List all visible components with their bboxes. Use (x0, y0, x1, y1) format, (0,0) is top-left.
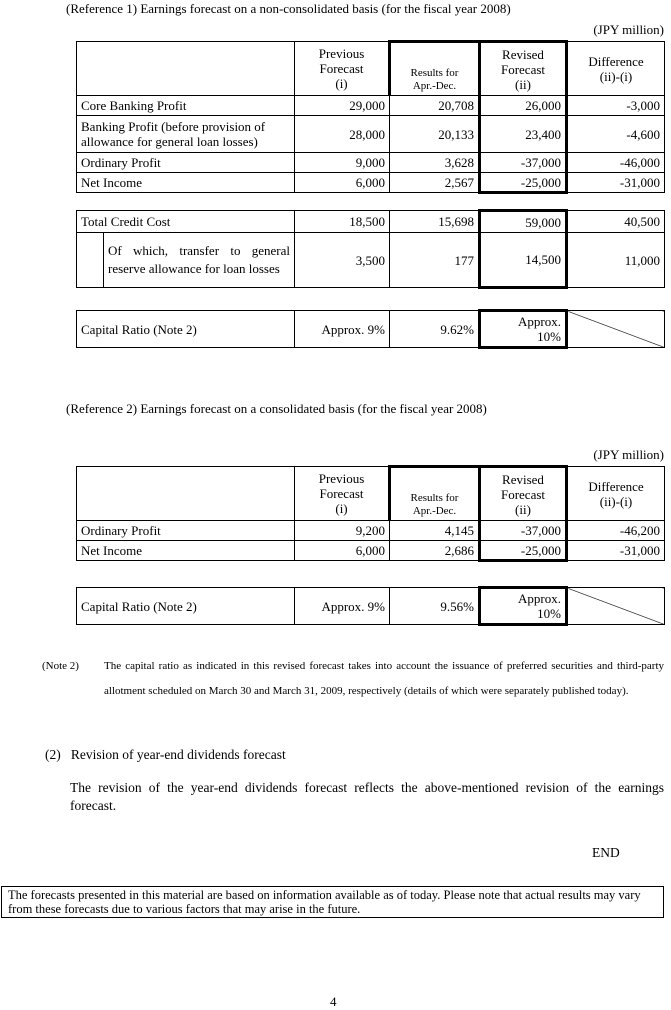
difference-value: -46,200 (567, 521, 665, 541)
revised-value: -25,000 (480, 541, 567, 561)
row-label: Total Credit Cost (77, 211, 295, 233)
ref1-capital-table (76, 309, 665, 349)
table-row (77, 588, 665, 625)
ref2-title: (Reference 2) Earnings forecast on a consolidated basis (for the fiscal year 2008) (66, 401, 487, 416)
results-value: 15,698 (390, 211, 480, 233)
table-row (77, 311, 665, 348)
ref2-header-difference: Difference (ii)-(i) (567, 467, 665, 521)
section2-body: The revision of the year-end dividends forecast reflects the above-mentioned revision of the earnings forecast. (70, 780, 664, 813)
row-label: Net Income (77, 541, 295, 561)
difference-value: 40,500 (567, 211, 665, 233)
results-value: 20,708 (390, 96, 480, 116)
revised-value: Approx. 10% (480, 311, 567, 348)
difference-diagonal (567, 311, 665, 348)
ref2-unit: (JPY million) (593, 447, 664, 462)
previous-value: 9,200 (295, 521, 390, 541)
revised-value: 14,500 (480, 233, 567, 288)
previous-value: Approx. 9% (295, 588, 390, 625)
row-label: Capital Ratio (Note 2) (77, 588, 295, 625)
previous-value: 9,000 (295, 153, 390, 173)
previous-value: 18,500 (295, 211, 390, 233)
disclaimer-box: The forecasts presented in this material are based on information available as of today. Please note that actual results may vary from these forecasts due to various factors that may arise in the future. (1, 886, 664, 918)
difference-value: -31,000 (567, 173, 665, 193)
table-row (77, 96, 665, 116)
revised-value: -25,000 (480, 173, 567, 193)
ref2-header-previous: Previous Forecast (i) (295, 467, 390, 521)
revised-value: 23,400 (480, 116, 567, 153)
indent-spacer (77, 233, 104, 288)
page-number: 4 (330, 994, 337, 1009)
ref2-header-blank (77, 467, 295, 521)
previous-value: 28,000 (295, 116, 390, 153)
ref1-unit: (JPY million) (593, 22, 664, 37)
ref1-header-revised: Revised Forecast (ii) (480, 42, 567, 96)
note2-text: The capital ratio as indicated in this revised forecast takes into account the issuance of preferred securities and third-party allotment scheduled on March 30 and March 31, 2009, respectively (details of which were separately published today). (104, 660, 664, 697)
row-label: Ordinary Profit (77, 153, 295, 173)
previous-value: 3,500 (295, 233, 390, 288)
previous-value: 6,000 (295, 173, 390, 193)
row-label: Of which, transfer to general reserve allowance for loan losses (104, 233, 295, 288)
table-row (77, 211, 665, 233)
difference-diagonal (567, 588, 665, 625)
ref1-header-blank (77, 42, 295, 96)
revised-value: Approx. 10% (480, 588, 567, 625)
table-row (77, 173, 665, 193)
ref1-credit-table (76, 209, 665, 289)
results-value: 2,686 (390, 541, 480, 561)
table-row (77, 233, 665, 288)
table-row (77, 153, 665, 173)
difference-value: -4,600 (567, 116, 665, 153)
results-value: 4,145 (390, 521, 480, 541)
results-value: 3,628 (390, 153, 480, 173)
table-row (77, 521, 665, 541)
difference-value: 11,000 (567, 233, 665, 288)
difference-value: -46,000 (567, 153, 665, 173)
note2-marker: (Note 2) (42, 660, 79, 672)
row-label: Ordinary Profit (77, 521, 295, 541)
ref2-header-results: Results for Apr.-Dec. (390, 467, 480, 521)
previous-value: 29,000 (295, 96, 390, 116)
previous-value: Approx. 9% (295, 311, 390, 348)
table-row (77, 541, 665, 561)
ref2-header-revised: Revised Forecast (ii) (480, 467, 567, 521)
ref2-header-row (77, 467, 665, 521)
row-label: Net Income (77, 173, 295, 193)
revised-value: -37,000 (480, 153, 567, 173)
row-label: Capital Ratio (Note 2) (77, 311, 295, 348)
ref2-earnings-table (76, 465, 665, 562)
results-value: 20,133 (390, 116, 480, 153)
difference-value: -31,000 (567, 541, 665, 561)
difference-value: -3,000 (567, 96, 665, 116)
row-label: Core Banking Profit (77, 96, 295, 116)
ref1-header-row (77, 42, 665, 96)
ref1-earnings-table (76, 40, 665, 194)
table-row (77, 116, 665, 153)
revised-value: -37,000 (480, 521, 567, 541)
ref1-header-difference: Difference (ii)-(i) (567, 42, 665, 96)
results-value: 9.62% (390, 311, 480, 348)
results-value: 177 (390, 233, 480, 288)
ref1-header-results: Results for Apr.-Dec. (390, 42, 480, 96)
previous-value: 6,000 (295, 541, 390, 561)
ref2-capital-table (76, 586, 665, 626)
row-label: Banking Profit (before provision of allowance for general loan losses) (77, 116, 295, 153)
revised-value: 26,000 (480, 96, 567, 116)
results-value: 9.56% (390, 588, 480, 625)
ref1-header-previous: Previous Forecast (i) (295, 42, 390, 96)
revised-value: 59,000 (480, 211, 567, 233)
end-label: END (592, 845, 620, 860)
section2-heading: (2) Revision of year-end dividends forecast (45, 747, 286, 762)
ref1-title: (Reference 1) Earnings forecast on a non-consolidated basis (for the fiscal year 2008) (66, 1, 511, 16)
results-value: 2,567 (390, 173, 480, 193)
